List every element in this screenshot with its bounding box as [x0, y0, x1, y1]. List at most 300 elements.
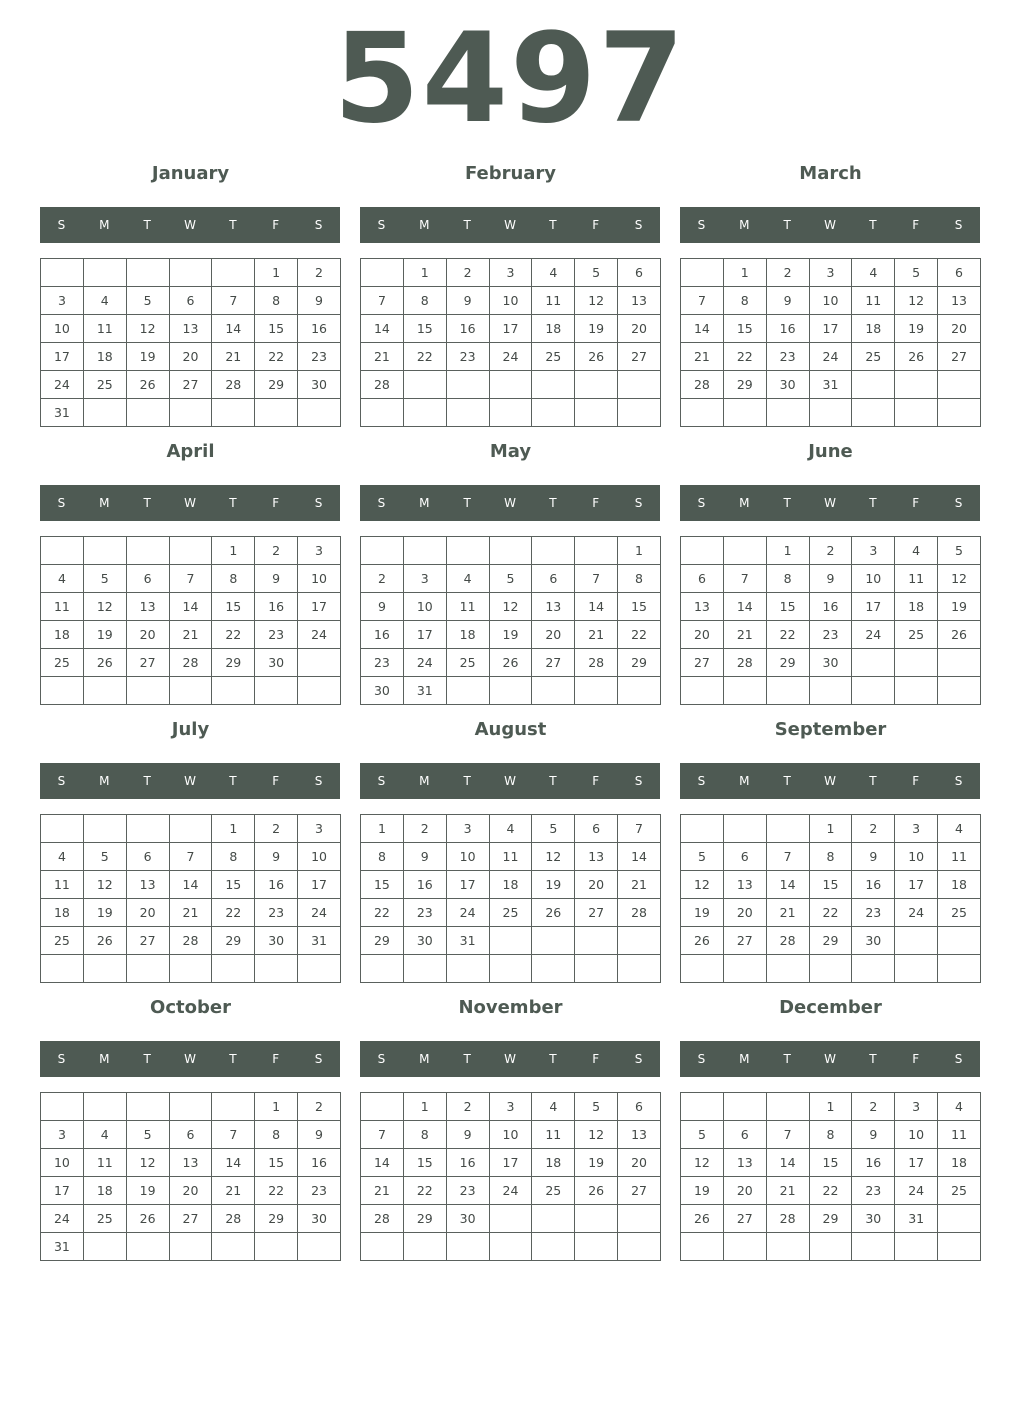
- weekday-label: F: [592, 218, 600, 232]
- day-cell: 18: [532, 1149, 575, 1177]
- weekday-label: S: [697, 218, 706, 232]
- week-row: [361, 927, 661, 955]
- day-cell: 29: [618, 649, 661, 677]
- week-row: [41, 315, 341, 343]
- day-cell: 4: [41, 843, 84, 871]
- day-cell: [83, 677, 126, 705]
- day-cell: 19: [681, 899, 724, 927]
- day-cell: [723, 1233, 766, 1261]
- day-grid: [40, 814, 341, 983]
- day-cell: 24: [895, 1177, 938, 1205]
- weekday-label: M: [99, 218, 110, 232]
- day-cell: [83, 259, 126, 287]
- week-row: [41, 677, 341, 705]
- day-cell: 29: [255, 371, 298, 399]
- week-row: [361, 565, 661, 593]
- weekday-label: M: [739, 1052, 750, 1066]
- day-cell: 13: [126, 593, 169, 621]
- weekday-label: T: [549, 218, 557, 232]
- day-cell: 17: [298, 593, 341, 621]
- weekday-label: T: [143, 496, 151, 510]
- day-cell: 16: [766, 315, 809, 343]
- day-cell: 6: [723, 843, 766, 871]
- day-cell: 1: [809, 815, 852, 843]
- week-row: [41, 621, 341, 649]
- day-cell: 14: [169, 871, 212, 899]
- weekday-label: S: [57, 1052, 66, 1066]
- day-cell: 31: [809, 371, 852, 399]
- week-row: [681, 843, 981, 871]
- day-cell: 9: [852, 1121, 895, 1149]
- weekday-label: F: [592, 774, 600, 788]
- day-cell: 18: [41, 899, 84, 927]
- day-cell: 10: [809, 287, 852, 315]
- day-cell: 14: [766, 871, 809, 899]
- week-row: [41, 259, 341, 287]
- week-row: [41, 1149, 341, 1177]
- day-cell: [126, 1093, 169, 1121]
- day-cell: 26: [489, 649, 532, 677]
- day-cell: 5: [83, 843, 126, 871]
- day-cell: 25: [852, 343, 895, 371]
- day-cell: [723, 399, 766, 427]
- weekday-label: S: [377, 218, 386, 232]
- day-grid: [360, 536, 661, 705]
- week-row: [681, 899, 981, 927]
- day-cell: [681, 259, 724, 287]
- weekday-label: T: [463, 774, 471, 788]
- day-cell: 13: [126, 871, 169, 899]
- day-cell: 14: [361, 1149, 404, 1177]
- weekday-header: [360, 207, 660, 243]
- week-row: [361, 593, 661, 621]
- day-cell: 26: [575, 1177, 618, 1205]
- day-cell: [41, 1093, 84, 1121]
- day-cell: 15: [809, 871, 852, 899]
- weekday-label: S: [377, 496, 386, 510]
- day-cell: 30: [766, 371, 809, 399]
- day-cell: 8: [403, 287, 446, 315]
- day-cell: [169, 955, 212, 983]
- day-cell: [83, 955, 126, 983]
- day-cell: 11: [41, 593, 84, 621]
- day-cell: 4: [83, 1121, 126, 1149]
- weekday-label: S: [377, 774, 386, 788]
- day-cell: [532, 955, 575, 983]
- day-cell: 21: [361, 343, 404, 371]
- day-cell: 16: [809, 593, 852, 621]
- month-name: February: [464, 163, 557, 184]
- month-name: November: [458, 997, 563, 1018]
- day-cell: 6: [532, 565, 575, 593]
- week-row: [41, 927, 341, 955]
- week-row: [681, 315, 981, 343]
- weekday-label: F: [912, 774, 920, 788]
- day-cell: 26: [83, 649, 126, 677]
- day-cell: [255, 955, 298, 983]
- month-name: September: [774, 719, 887, 740]
- day-cell: 1: [766, 537, 809, 565]
- week-row: [41, 1205, 341, 1233]
- day-cell: 9: [852, 843, 895, 871]
- day-cell: 17: [489, 1149, 532, 1177]
- day-cell: 2: [361, 565, 404, 593]
- day-cell: 2: [403, 815, 446, 843]
- day-cell: 25: [41, 649, 84, 677]
- day-cell: 9: [298, 1121, 341, 1149]
- day-cell: [618, 399, 661, 427]
- day-cell: 12: [575, 287, 618, 315]
- day-cell: 24: [41, 371, 84, 399]
- weekday-label: F: [912, 218, 920, 232]
- day-cell: [618, 1233, 661, 1261]
- day-cell: 22: [255, 343, 298, 371]
- weekday-label: M: [739, 218, 750, 232]
- day-cell: 28: [766, 927, 809, 955]
- weekday-header: [680, 1041, 980, 1077]
- day-cell: 19: [83, 621, 126, 649]
- day-cell: 17: [446, 871, 489, 899]
- day-cell: [298, 677, 341, 705]
- day-cell: [532, 371, 575, 399]
- weekday-label: S: [314, 1052, 323, 1066]
- day-cell: 30: [361, 677, 404, 705]
- day-cell: 1: [723, 259, 766, 287]
- day-cell: [852, 649, 895, 677]
- day-cell: 29: [766, 649, 809, 677]
- day-cell: [895, 1233, 938, 1261]
- week-row: [681, 649, 981, 677]
- day-cell: [766, 1233, 809, 1261]
- day-cell: 18: [41, 621, 84, 649]
- day-cell: [766, 955, 809, 983]
- weekday-label: F: [272, 1052, 280, 1066]
- day-cell: 11: [938, 1121, 981, 1149]
- day-cell: 30: [809, 649, 852, 677]
- day-cell: 14: [766, 1149, 809, 1177]
- day-cell: 17: [895, 1149, 938, 1177]
- day-cell: 8: [403, 1121, 446, 1149]
- day-cell: 31: [41, 1233, 84, 1261]
- day-cell: 6: [169, 1121, 212, 1149]
- weekday-label: T: [783, 496, 791, 510]
- day-cell: 3: [446, 815, 489, 843]
- day-cell: 27: [938, 343, 981, 371]
- day-cell: 16: [361, 621, 404, 649]
- day-cell: 11: [83, 315, 126, 343]
- day-cell: 26: [681, 927, 724, 955]
- day-cell: [852, 371, 895, 399]
- day-cell: 18: [83, 1177, 126, 1205]
- day-cell: 13: [575, 843, 618, 871]
- day-cell: 27: [126, 649, 169, 677]
- weekday-label: S: [57, 496, 66, 510]
- week-row: [41, 287, 341, 315]
- weekday-label: S: [634, 496, 643, 510]
- day-cell: 8: [255, 287, 298, 315]
- day-cell: 2: [852, 1093, 895, 1121]
- day-cell: 7: [361, 1121, 404, 1149]
- day-cell: 27: [169, 371, 212, 399]
- weekday-label: T: [463, 496, 471, 510]
- weekday-label: T: [783, 774, 791, 788]
- day-grid: [360, 1092, 661, 1261]
- week-row: [681, 593, 981, 621]
- day-cell: 30: [852, 927, 895, 955]
- day-cell: 13: [169, 315, 212, 343]
- day-cell: 28: [681, 371, 724, 399]
- day-cell: 4: [446, 565, 489, 593]
- day-cell: 7: [169, 565, 212, 593]
- weekday-label: S: [954, 1052, 963, 1066]
- weekday-label: S: [697, 496, 706, 510]
- day-cell: 11: [489, 843, 532, 871]
- day-cell: 7: [169, 843, 212, 871]
- day-cell: [895, 649, 938, 677]
- day-cell: 19: [83, 899, 126, 927]
- day-cell: [212, 955, 255, 983]
- week-row: [681, 259, 981, 287]
- day-cell: 21: [212, 343, 255, 371]
- day-cell: [126, 259, 169, 287]
- day-cell: [403, 537, 446, 565]
- day-cell: 20: [126, 899, 169, 927]
- day-cell: [255, 677, 298, 705]
- day-cell: 16: [446, 315, 489, 343]
- week-row: [361, 1233, 661, 1261]
- day-cell: 29: [723, 371, 766, 399]
- week-row: [361, 1149, 661, 1177]
- day-cell: [489, 955, 532, 983]
- week-row: [361, 621, 661, 649]
- day-cell: [403, 399, 446, 427]
- day-cell: 7: [723, 565, 766, 593]
- day-cell: 2: [766, 259, 809, 287]
- day-cell: [298, 399, 341, 427]
- day-cell: [489, 927, 532, 955]
- day-cell: 25: [938, 1177, 981, 1205]
- day-cell: [681, 1093, 724, 1121]
- day-cell: 12: [83, 871, 126, 899]
- weekday-label: S: [314, 496, 323, 510]
- day-cell: 10: [403, 593, 446, 621]
- day-cell: 18: [895, 593, 938, 621]
- day-cell: [403, 955, 446, 983]
- day-cell: 19: [895, 315, 938, 343]
- day-cell: 3: [41, 287, 84, 315]
- day-cell: [212, 1233, 255, 1261]
- day-cell: [895, 399, 938, 427]
- weekday-label: W: [184, 218, 196, 232]
- week-row: [361, 1121, 661, 1149]
- week-row: [41, 593, 341, 621]
- day-cell: [298, 1233, 341, 1261]
- week-row: [41, 371, 341, 399]
- day-cell: 8: [255, 1121, 298, 1149]
- week-row: [361, 1177, 661, 1205]
- day-cell: 5: [681, 1121, 724, 1149]
- day-cell: 4: [41, 565, 84, 593]
- week-row: [41, 649, 341, 677]
- day-cell: 5: [575, 1093, 618, 1121]
- weekday-label: T: [143, 218, 151, 232]
- day-cell: [575, 677, 618, 705]
- day-cell: 10: [41, 1149, 84, 1177]
- weekday-label: F: [912, 1052, 920, 1066]
- day-cell: [895, 371, 938, 399]
- weekday-label: M: [739, 496, 750, 510]
- day-cell: 20: [681, 621, 724, 649]
- day-cell: 15: [255, 1149, 298, 1177]
- week-row: [41, 1177, 341, 1205]
- weekday-label: F: [272, 496, 280, 510]
- day-cell: 27: [169, 1205, 212, 1233]
- day-grid: [360, 814, 661, 983]
- day-cell: 10: [41, 315, 84, 343]
- day-cell: [489, 1233, 532, 1261]
- day-cell: 26: [938, 621, 981, 649]
- day-cell: 16: [255, 871, 298, 899]
- day-cell: [575, 537, 618, 565]
- day-cell: [766, 677, 809, 705]
- day-cell: 11: [938, 843, 981, 871]
- day-cell: [895, 927, 938, 955]
- weekday-label: T: [229, 1052, 237, 1066]
- month-name: May: [489, 441, 532, 462]
- day-cell: 22: [809, 899, 852, 927]
- month-name: June: [808, 441, 853, 462]
- day-cell: [895, 677, 938, 705]
- weekday-label: S: [314, 774, 323, 788]
- day-cell: 18: [489, 871, 532, 899]
- day-cell: 18: [938, 1149, 981, 1177]
- week-row: [361, 649, 661, 677]
- day-cell: 23: [361, 649, 404, 677]
- day-cell: 22: [618, 621, 661, 649]
- day-cell: 11: [852, 287, 895, 315]
- day-cell: 16: [298, 315, 341, 343]
- day-cell: 24: [41, 1205, 84, 1233]
- day-cell: 3: [895, 815, 938, 843]
- day-cell: 29: [403, 1205, 446, 1233]
- weekday-label: T: [549, 496, 557, 510]
- day-cell: 4: [532, 1093, 575, 1121]
- day-cell: 15: [255, 315, 298, 343]
- day-cell: 5: [895, 259, 938, 287]
- week-row: [41, 565, 341, 593]
- day-cell: 22: [212, 621, 255, 649]
- day-cell: 25: [83, 371, 126, 399]
- day-cell: 9: [298, 287, 341, 315]
- day-cell: 19: [126, 343, 169, 371]
- day-cell: 27: [723, 1205, 766, 1233]
- week-row: [361, 843, 661, 871]
- day-cell: [938, 1233, 981, 1261]
- day-cell: 29: [809, 1205, 852, 1233]
- day-cell: 4: [532, 259, 575, 287]
- week-row: [41, 815, 341, 843]
- day-cell: 20: [532, 621, 575, 649]
- day-cell: 17: [489, 315, 532, 343]
- weekday-label: T: [229, 496, 237, 510]
- weekday-label: S: [954, 496, 963, 510]
- day-cell: 12: [532, 843, 575, 871]
- day-cell: 1: [255, 1093, 298, 1121]
- day-cell: 18: [938, 871, 981, 899]
- month-name: January: [151, 163, 230, 184]
- day-cell: 14: [618, 843, 661, 871]
- day-cell: 17: [403, 621, 446, 649]
- day-cell: 9: [809, 565, 852, 593]
- week-row: [361, 399, 661, 427]
- day-cell: 31: [403, 677, 446, 705]
- weekday-label: W: [184, 496, 196, 510]
- day-cell: 28: [618, 899, 661, 927]
- day-cell: 9: [766, 287, 809, 315]
- day-cell: 9: [446, 287, 489, 315]
- day-cell: 7: [766, 1121, 809, 1149]
- day-cell: 16: [852, 871, 895, 899]
- day-cell: [83, 815, 126, 843]
- day-cell: 25: [532, 1177, 575, 1205]
- day-cell: 10: [489, 287, 532, 315]
- day-cell: [532, 1233, 575, 1261]
- month-name: December: [779, 997, 882, 1018]
- weekday-label: F: [912, 496, 920, 510]
- day-grid: [680, 536, 981, 705]
- day-cell: [126, 1233, 169, 1261]
- day-cell: [489, 371, 532, 399]
- day-cell: [809, 677, 852, 705]
- weekday-label: T: [869, 774, 877, 788]
- day-cell: 8: [618, 565, 661, 593]
- day-cell: 13: [532, 593, 575, 621]
- day-cell: 25: [83, 1205, 126, 1233]
- day-cell: [361, 259, 404, 287]
- day-cell: 29: [212, 927, 255, 955]
- day-cell: [938, 399, 981, 427]
- day-cell: 15: [361, 871, 404, 899]
- weekday-label: S: [57, 218, 66, 232]
- weekday-label: M: [99, 496, 110, 510]
- day-cell: 26: [126, 371, 169, 399]
- day-cell: [575, 371, 618, 399]
- week-row: [41, 1093, 341, 1121]
- day-cell: 31: [298, 927, 341, 955]
- day-cell: 25: [446, 649, 489, 677]
- day-cell: [575, 1233, 618, 1261]
- week-row: [361, 343, 661, 371]
- month-name: April: [166, 441, 215, 462]
- day-cell: 6: [169, 287, 212, 315]
- day-cell: 2: [852, 815, 895, 843]
- day-cell: 26: [83, 927, 126, 955]
- day-cell: 15: [403, 315, 446, 343]
- day-cell: [681, 677, 724, 705]
- day-cell: [723, 677, 766, 705]
- day-cell: 30: [446, 1205, 489, 1233]
- day-cell: 30: [255, 649, 298, 677]
- day-cell: 30: [852, 1205, 895, 1233]
- day-cell: 13: [681, 593, 724, 621]
- day-cell: 18: [83, 343, 126, 371]
- day-cell: 20: [618, 315, 661, 343]
- week-row: [41, 871, 341, 899]
- day-cell: 30: [403, 927, 446, 955]
- day-cell: [489, 677, 532, 705]
- day-cell: [446, 371, 489, 399]
- week-row: [681, 1233, 981, 1261]
